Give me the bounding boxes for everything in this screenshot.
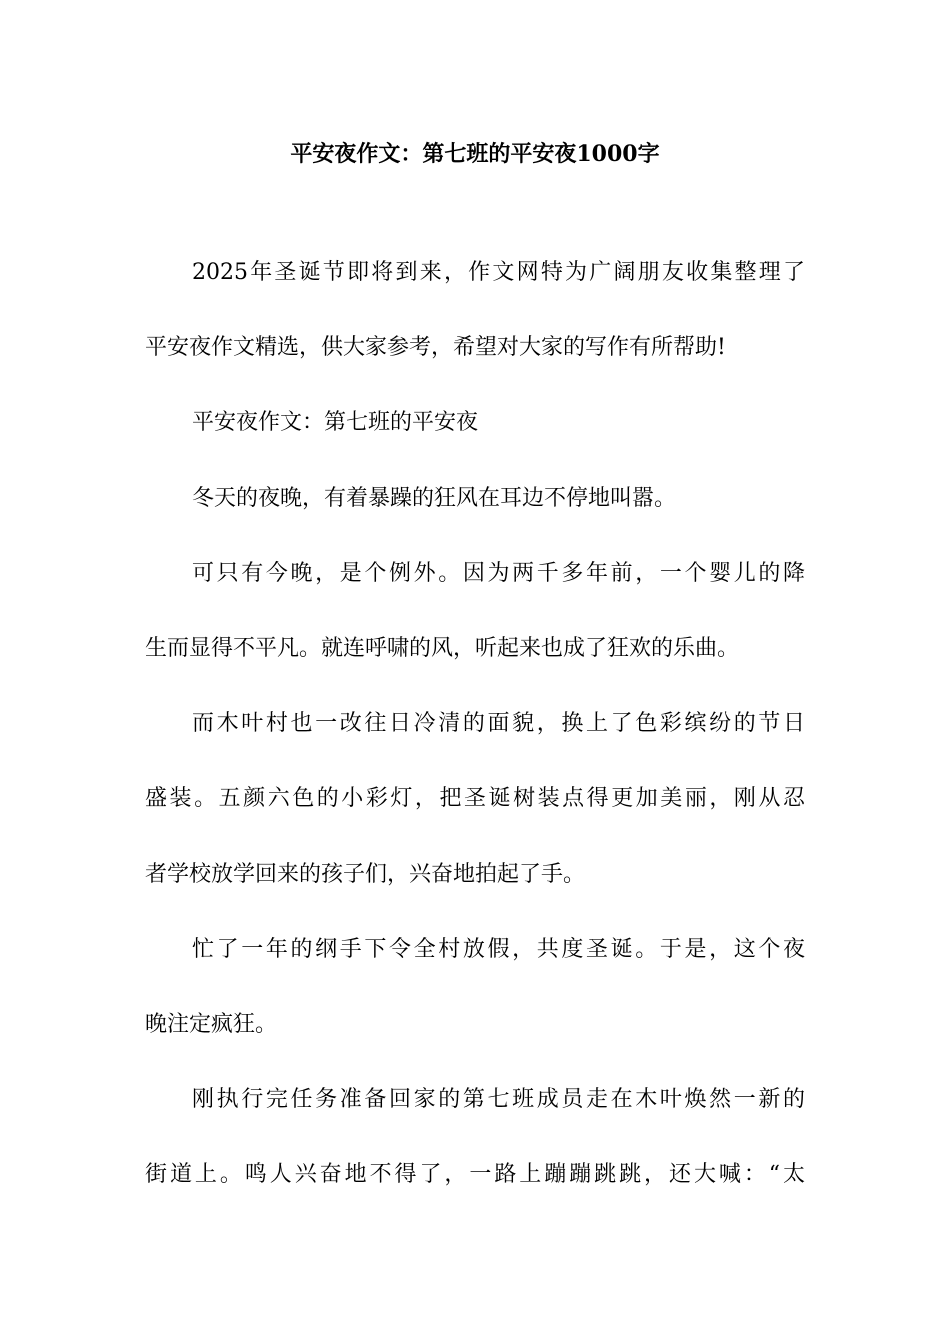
- paragraph-4: [145, 555, 805, 668]
- paragraph-line: 生而显得不平凡。就连呼啸的风，听起来也成了狂欢的乐曲。: [145, 635, 740, 661]
- document-body: [145, 254, 805, 1194]
- paragraph-line: 忙了一年的纲手下令全村放假，共度圣诞。于是，这个夜: [192, 936, 805, 962]
- paragraph-5: [145, 705, 805, 893]
- paragraph-line: 平安夜作文精选，供大家参考，希望对大家的写作有所帮助!: [145, 335, 726, 361]
- paragraph-line: 刚执行完任务准备回家的第七班成员走在木叶焕然一新的: [192, 1087, 805, 1113]
- paragraph-line: 2025年圣诞节即将到来，作文网特为广阔朋友收集整理了: [192, 260, 805, 285]
- paragraph-line: 可只有今晚，是个例外。因为两千多年前，一个婴儿的降: [192, 560, 805, 586]
- paragraph-line: 冬天的夜晚，有着暴躁的狂风在耳边不停地叫嚣。: [192, 485, 677, 511]
- paragraph-1: [145, 254, 805, 367]
- paragraph-3: [145, 480, 805, 518]
- paragraph-line: 平安夜作文：第七班的平安夜: [192, 410, 479, 436]
- paragraph-line: 者学校放学回来的孩子们，兴奋地拍起了手。: [145, 861, 586, 887]
- paragraph-line: 街道上。鸣人兴奋地不得了，一路上蹦蹦跳跳，还大喊：“太: [145, 1162, 805, 1188]
- paragraph-line: 盛装。五颜六色的小彩灯，把圣诞树装点得更加美丽，刚从忍: [145, 786, 805, 812]
- paragraph-2: [145, 404, 805, 442]
- paragraph-line: 晚注定疯狂。: [145, 1011, 278, 1037]
- document-title: 平安夜作文：第七班的平安夜1000字: [290, 141, 660, 167]
- paragraph-line: 而木叶村也一改往日冷清的面貌，换上了色彩缤纷的节日: [192, 711, 805, 737]
- paragraph-7: [145, 1081, 805, 1194]
- paragraph-6: [145, 931, 805, 1044]
